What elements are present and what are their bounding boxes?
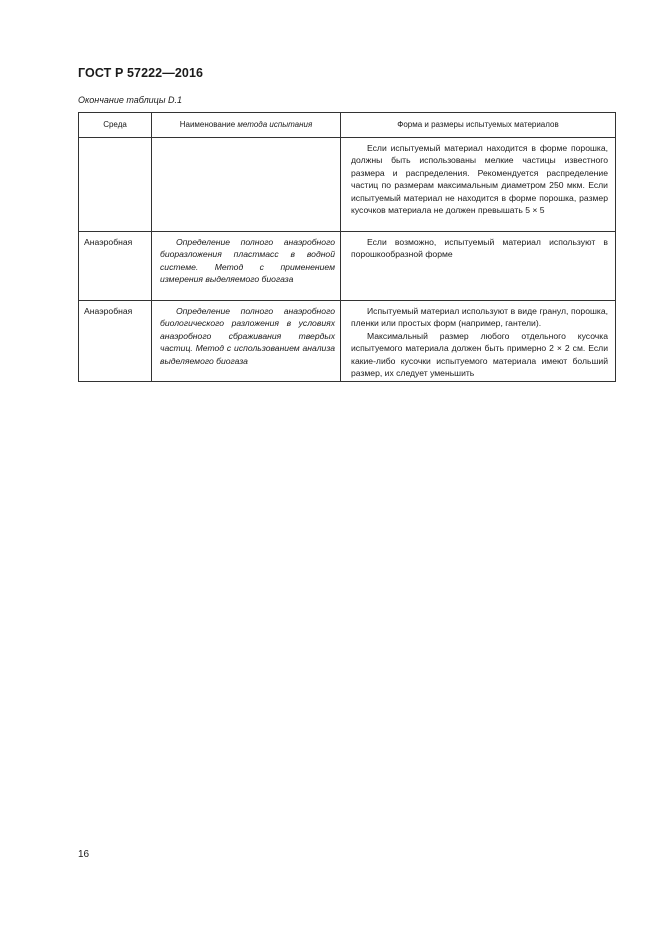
environment-cell <box>79 138 152 232</box>
form-paragraph: Максимальный размер любого отдельного кусочка испытуемого материала должен быть примерно 2 × 2 см. Если какие-либо кусочки испытуемого материала имеют больший размер, их следует уменьшить <box>351 330 608 379</box>
column-header-method <box>152 113 341 138</box>
method-cell <box>152 232 341 301</box>
column-header-method-prefix: Наименование <box>179 119 238 129</box>
environment-cell: Анаэробная <box>79 232 152 301</box>
method-cell <box>152 138 341 232</box>
form-paragraph: Если испытуемый материал находится в форме порошка, должны быть использованы мелкие частицы известного размера и распределения. Рекомендуется распределение частиц по размерам максимальным диаметром 250 мкм. Если испытуемый материал не находится в форме порошка, размер кусочков материала не должен превышать 5 × 5 <box>351 143 608 216</box>
table-header-row <box>79 113 616 138</box>
form-cell <box>341 232 616 301</box>
test-methods-table <box>78 112 616 382</box>
document-title: ГОСТ Р 57222—2016 <box>78 66 204 80</box>
method-cell <box>152 301 341 382</box>
column-header-method-italic: метода испытания <box>237 119 313 129</box>
table-row <box>79 301 616 382</box>
column-header-form: Форма и размеры испытуемых материалов <box>341 113 616 138</box>
environment-cell: Анаэробная <box>79 301 152 382</box>
page-number: 16 <box>78 849 90 860</box>
table-row <box>79 232 616 301</box>
form-paragraph: Испытуемый материал используют в виде гранул, порошка, пленки или простых форм (например, гантели). <box>351 306 608 329</box>
table-row <box>79 138 616 232</box>
form-cell <box>341 301 616 382</box>
method-text: Определение полного анаэробного биоразложения пластмасс в водной системе. Метод с применением измерения выделяемого биогаза <box>160 237 335 285</box>
column-header-environment: Среда <box>79 113 152 138</box>
form-cell <box>341 138 616 232</box>
table-caption: Окончание таблицы D.1 <box>78 95 182 105</box>
form-paragraph: Если возможно, испытуемый материал используют в порошкообразной форме <box>351 237 608 260</box>
method-text: Определение полного анаэробного биологического разложения в условиях анаэробного сбраживания твердых частиц. Метод с использованием анализа выделяемого биогаза <box>160 306 335 366</box>
